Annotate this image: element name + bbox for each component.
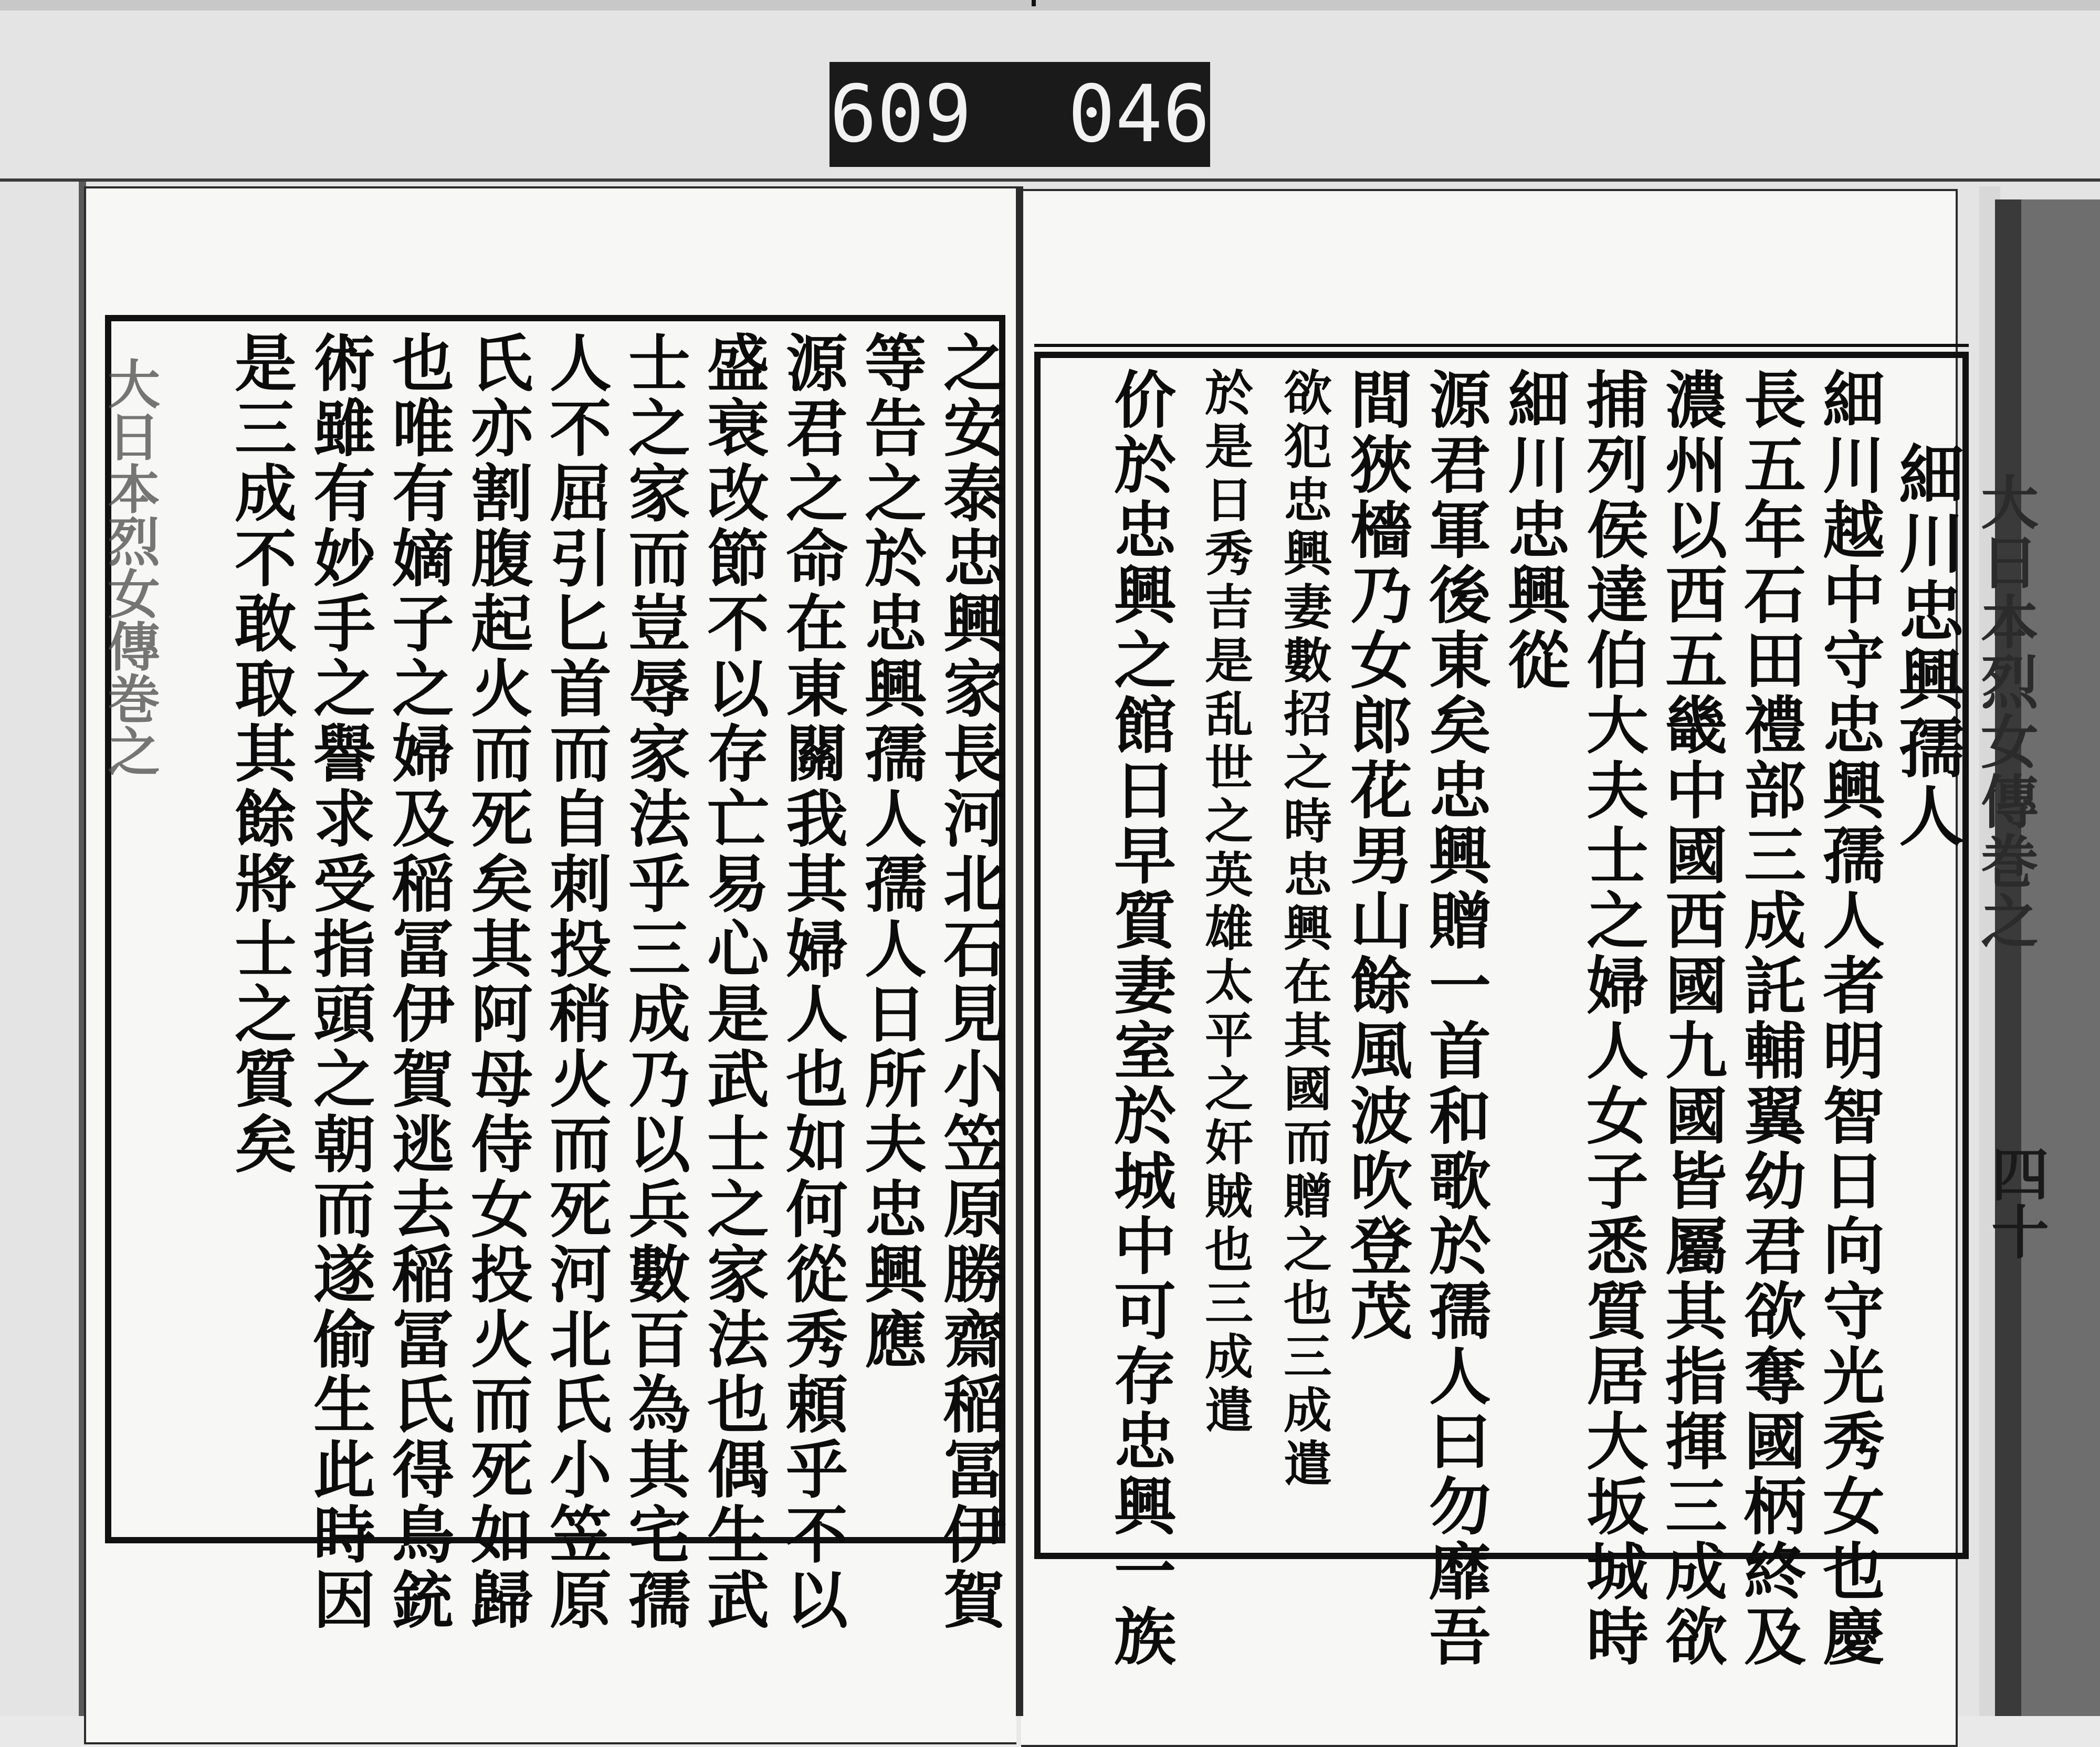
text-column: 細川忠興從	[1497, 367, 1570, 693]
text-column: 氏亦割腹起火而死矣其阿母侍女投火而死如歸	[460, 331, 533, 1633]
text-column: 源君之命在東關我其婦人也如何從秀頼乎不以	[775, 331, 848, 1633]
text-column: 人不屈引匕首而自刺投稍火而死河北氏小笠原	[539, 331, 612, 1633]
text-column: 是三成不敢取其餘將士之質矣	[224, 331, 297, 1177]
text-column: 於是日秀吉是乱世之英雄太平之奸賊也三成遣	[1197, 367, 1254, 1438]
text-column: 間狹檣乃女郎花男山餘風波吹登茂	[1340, 367, 1413, 1344]
text-column: 盛衰改節不以存亡易心是武士之家法也偶生武	[697, 331, 770, 1633]
film-frame-label	[830, 62, 1210, 167]
text-column: 价於忠興之館日早質妻室於城中可存忠興一族	[1104, 367, 1177, 1669]
text-column: 細川忠興孺人	[1888, 441, 1964, 850]
folio-number: 四十	[1982, 1144, 2050, 1260]
left-page-text	[118, 331, 1006, 1633]
text-column: 術雖有妙手之譽求受指頭之朝而遂偷生此時因	[303, 331, 376, 1633]
text-column: 之安泰忠興家長河北石見小笠原勝齋稲冨伊賀	[933, 331, 1006, 1633]
text-column: 等告之於忠興孺人孺人日所夫忠興應	[854, 331, 927, 1372]
text-column: 濃州以西五畿中國西國九國皆屬其指揮三成欲	[1655, 367, 1728, 1669]
book-spine	[1016, 186, 1023, 1716]
film-label-left: 609	[830, 69, 972, 160]
text-column: 欲犯忠興妻數招之時忠興在其國而贈之也三成遣	[1276, 367, 1332, 1492]
text-column: 源君軍後東矣忠興贈一首和歌於孺人曰勿靡吾	[1419, 367, 1492, 1669]
right-page-text	[1045, 367, 1964, 1669]
left-page-edge-title: 大日本烈女傳巻之	[99, 357, 161, 777]
text-column: 長五年石田禮部三成託輔翼幼君欲奪國柄終及	[1734, 367, 1807, 1669]
film-label-right: 046	[1068, 69, 1210, 160]
right-frame-outer-rule	[1034, 344, 1969, 347]
text-column: 也唯有嫡子之婦及稲冨伊賀逃去稲冨氏得鳥銃	[382, 331, 455, 1633]
text-column: 細川越中守忠興孺人者明智日向守光秀女也慶	[1812, 367, 1885, 1669]
right-page-edge-title: 大日本烈女傳巻之	[1971, 472, 2039, 951]
text-column: 捕列侯達伯大夫士之婦人女子悉質居大坂城時	[1576, 367, 1649, 1669]
text-column: 士之家而豈辱家法乎三成乃以兵數百為其宅孺	[618, 331, 691, 1633]
